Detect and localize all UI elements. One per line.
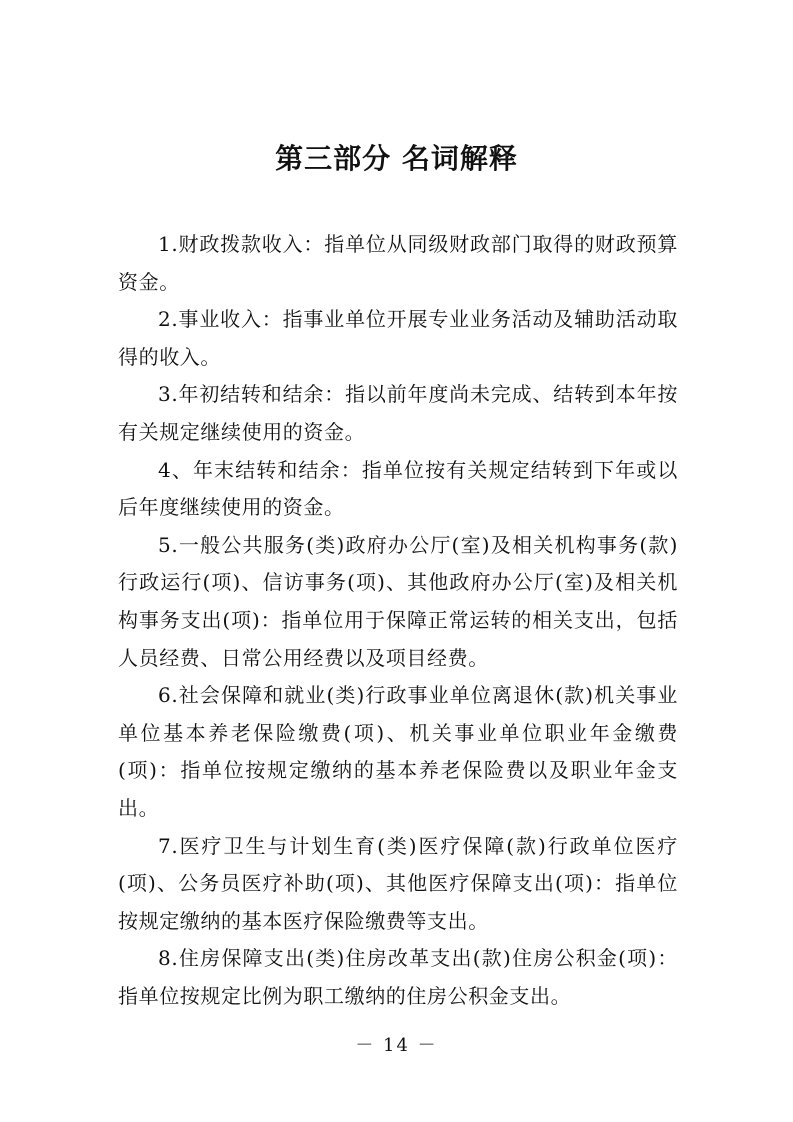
definition-paragraph: 8.住房保障支出(类)住房改革支出(款)住房公积金(项)：指单位按规定比例为职工缴纳的住房公积金支出。: [118, 946, 678, 1008]
document-body: [118, 226, 678, 1015]
page-title: 第三部分 名词解释: [275, 142, 518, 175]
page-number: － 14 －: [355, 1035, 438, 1056]
definition-paragraph: 1.财政拨款收入：指单位从同级财政部门取得的财政预算资金。: [118, 232, 678, 294]
definition-paragraph: 4、年末结转和结余：指单位按有关规定结转到下年或以后年度继续使用的资金。: [118, 457, 678, 520]
definition-paragraph: 2.事业收入：指事业单位开展专业业务活动及辅助活动取得的收入。: [118, 307, 678, 369]
definition-paragraph: 3.年初结转和结余：指以前年度尚未完成、结转到本年按有关规定继续使用的资金。: [118, 382, 678, 444]
definition-paragraph: 7.医疗卫生与计划生育(类)医疗保障(款)行政单位医疗(项)、公务员医疗补助(项)、其他医疗保障支出(项)：指单位按规定缴纳的基本医疗保险缴费等支出。: [118, 833, 678, 933]
definition-paragraph: 6.社会保障和就业(类)行政事业单位离退休(款)机关事业单位基本养老保险缴费(项)、机关事业单位职业年金缴费(项)：指单位按规定缴纳的基本养老保险费以及职业年金支出。: [118, 683, 678, 820]
definition-paragraph: 5.一般公共服务(类)政府办公厅(室)及相关机构事务(款)行政运行(项)、信访事务(项)、其他政府办公厅(室)及相关机构事务支出(项)：指单位用于保障正常运转的相关支出，包括人员经费、日常公用经费以及项目经费。: [118, 532, 678, 670]
